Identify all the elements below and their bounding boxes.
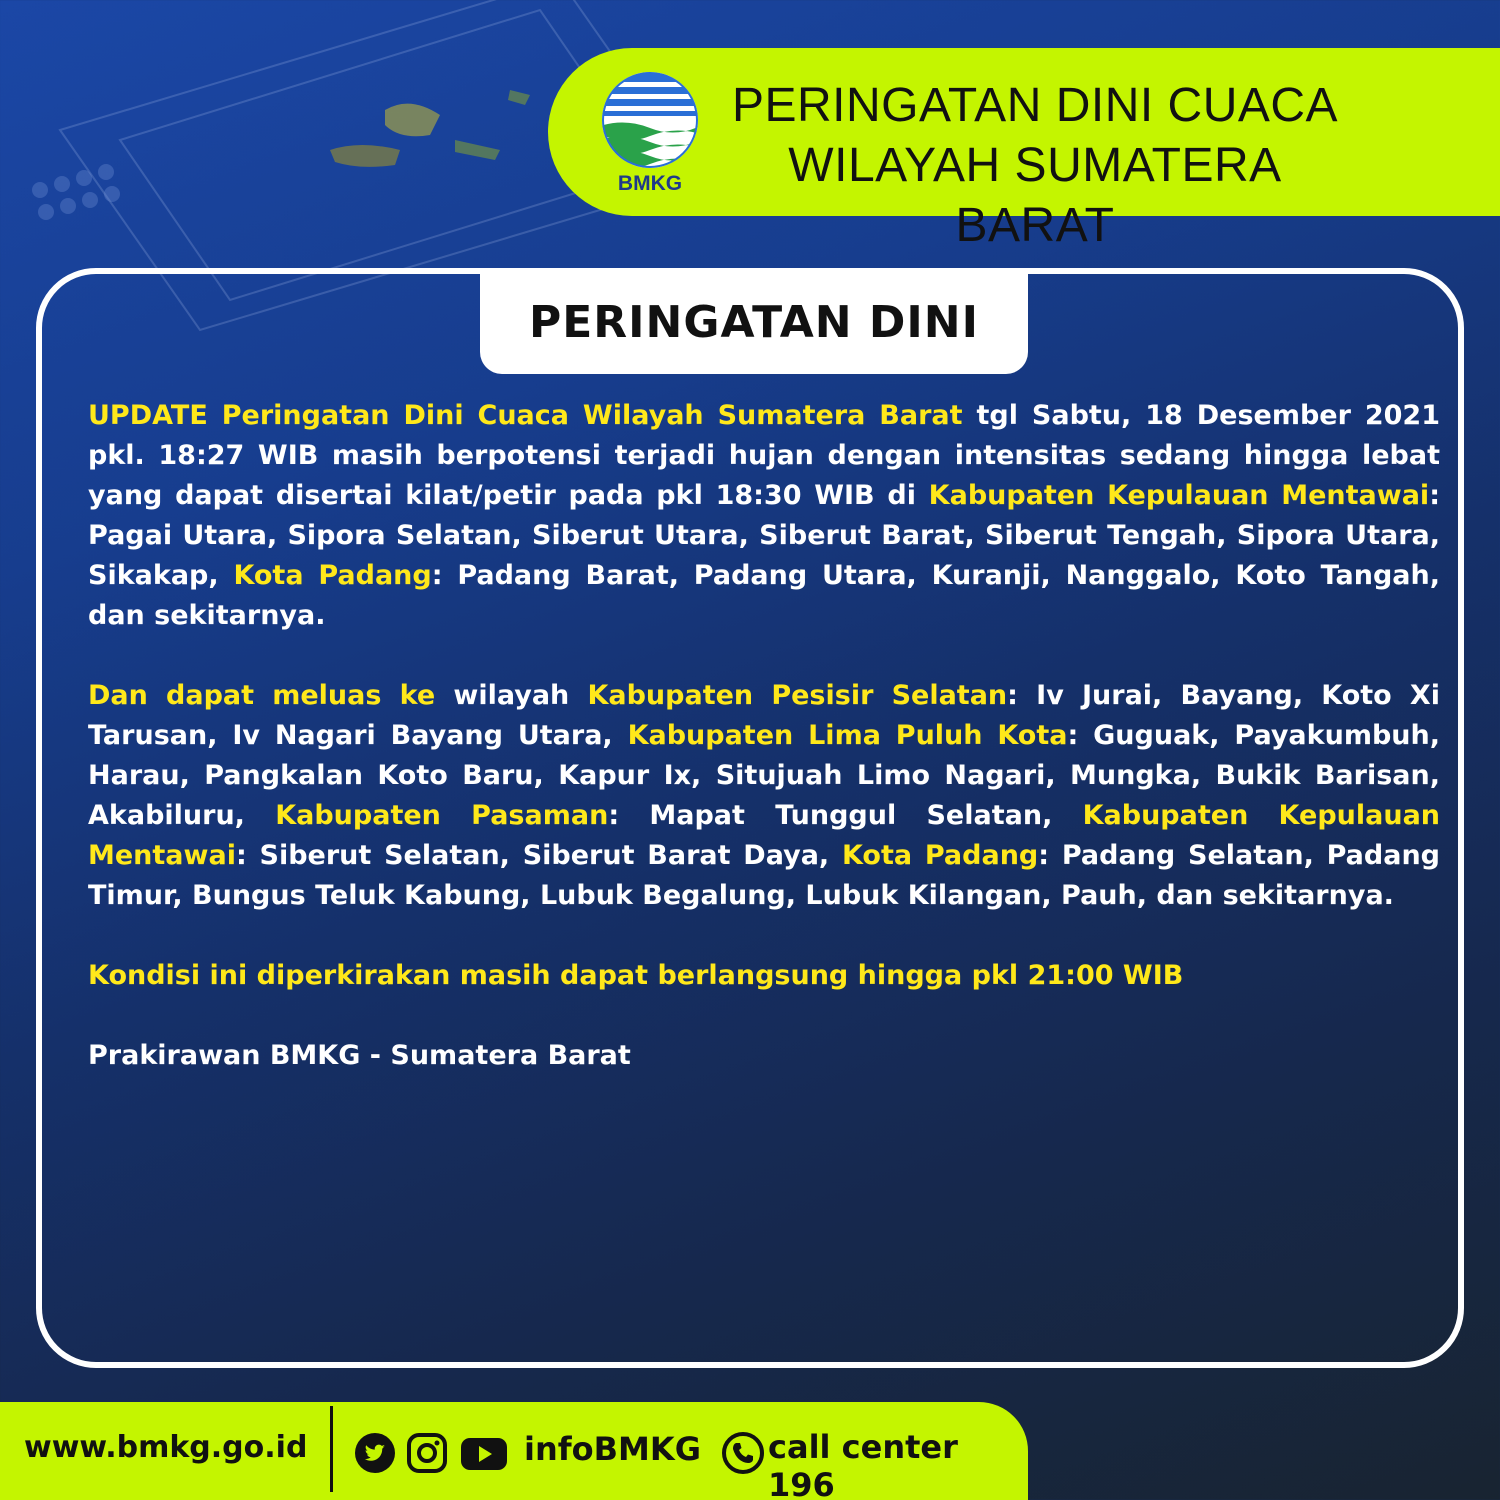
body-text: : Siberut Selatan, Siberut Barat Daya,: [235, 840, 842, 871]
panel-tab: [480, 270, 1028, 374]
forecaster-signature: Prakirawan BMKG - Sumatera Barat: [88, 1040, 631, 1071]
body-text: : Iv Jurai, Bayang, Koto Xi Tarusan, Iv Nagari Bayang Utara,: [88, 680, 1440, 751]
footer-divider: [330, 1406, 333, 1492]
twitter-icon[interactable]: [354, 1432, 396, 1474]
youtube-icon[interactable]: [460, 1432, 508, 1474]
region-name: Kabupaten Pasaman: [275, 800, 609, 831]
region-name: Kabupaten Kepulauan Mentawai: [88, 800, 1441, 871]
instagram-icon[interactable]: [406, 1432, 448, 1474]
logo-text: BMKG: [617, 172, 683, 195]
footer-bar: [0, 1402, 1028, 1500]
region-name: Kabupaten Kepulauan Mentawai: [928, 480, 1430, 511]
bmkg-logo: [600, 70, 700, 194]
warning-content: [88, 396, 1440, 1116]
body-text: tgl Sabtu, 18 Desember 2021 pkl. 18:27 WIB masih berpotensi terjadi hujan dengan intensitas sedang hingga lebat yang dapat disertai kilat/petir pada pkl 18:30 WIB di: [88, 400, 1440, 511]
region-name: Kota Padang: [233, 560, 432, 591]
call-center[interactable]: call center 196: [768, 1428, 958, 1500]
body-text: : Padang Selatan, Padang Timur, Bungus Teluk Kabung, Lubuk Begalung, Lubuk Kilangan, Pauh, dan sekitarnya.: [88, 840, 1441, 911]
warning-paragraph-2: [88, 676, 1440, 916]
highlight-text: UPDATE Peringatan Dini Cuaca Wilayah Sumatera Barat: [88, 400, 963, 431]
warning-paragraph-1: [88, 396, 1440, 636]
region-name: Kabupaten Lima Puluh Kota: [627, 720, 1068, 751]
panel-title: PERINGATAN DINI: [528, 296, 979, 348]
body-text: : Mapat Tunggul Selatan,: [608, 800, 1083, 831]
bmkg-emblem-icon: [600, 70, 700, 170]
duration-note: Kondisi ini diperkirakan masih dapat berlangsung hingga pkl 21:00 WIB: [88, 960, 1184, 991]
social-handle[interactable]: infoBMKG: [524, 1430, 701, 1468]
page-title: [710, 76, 1360, 256]
region-name: Kota Padang: [841, 840, 1039, 871]
body-text: : Pagai Utara, Sipora Selatan, Siberut Utara, Siberut Barat, Siberut Tengah, Sipora Utara, Sikakap,: [88, 480, 1440, 591]
phone-icon: [722, 1432, 764, 1474]
highlight-text: Dan dapat meluas ke: [88, 680, 436, 711]
body-text: : Padang Barat, Padang Utara, Kuranji, Nanggalo, Koto Tangah, dan sekitarnya.: [88, 560, 1440, 631]
region-name: Kabupaten Pesisir Selatan: [587, 680, 1008, 711]
body-text: : Guguak, Payakumbuh, Harau, Pangkalan Koto Baru, Kapur Ix, Situjuah Limo Nagari, Mungka, Bukik Barisan, Akabiluru,: [88, 720, 1440, 831]
website-link[interactable]: www.bmkg.go.id: [24, 1430, 308, 1465]
body-text: wilayah: [435, 680, 588, 711]
title-line-2: WILAYAH SUMATERA BARAT: [788, 139, 1282, 252]
title-line-1: PERINGATAN DINI CUACA: [731, 79, 1339, 132]
header-banner: [548, 48, 1500, 252]
